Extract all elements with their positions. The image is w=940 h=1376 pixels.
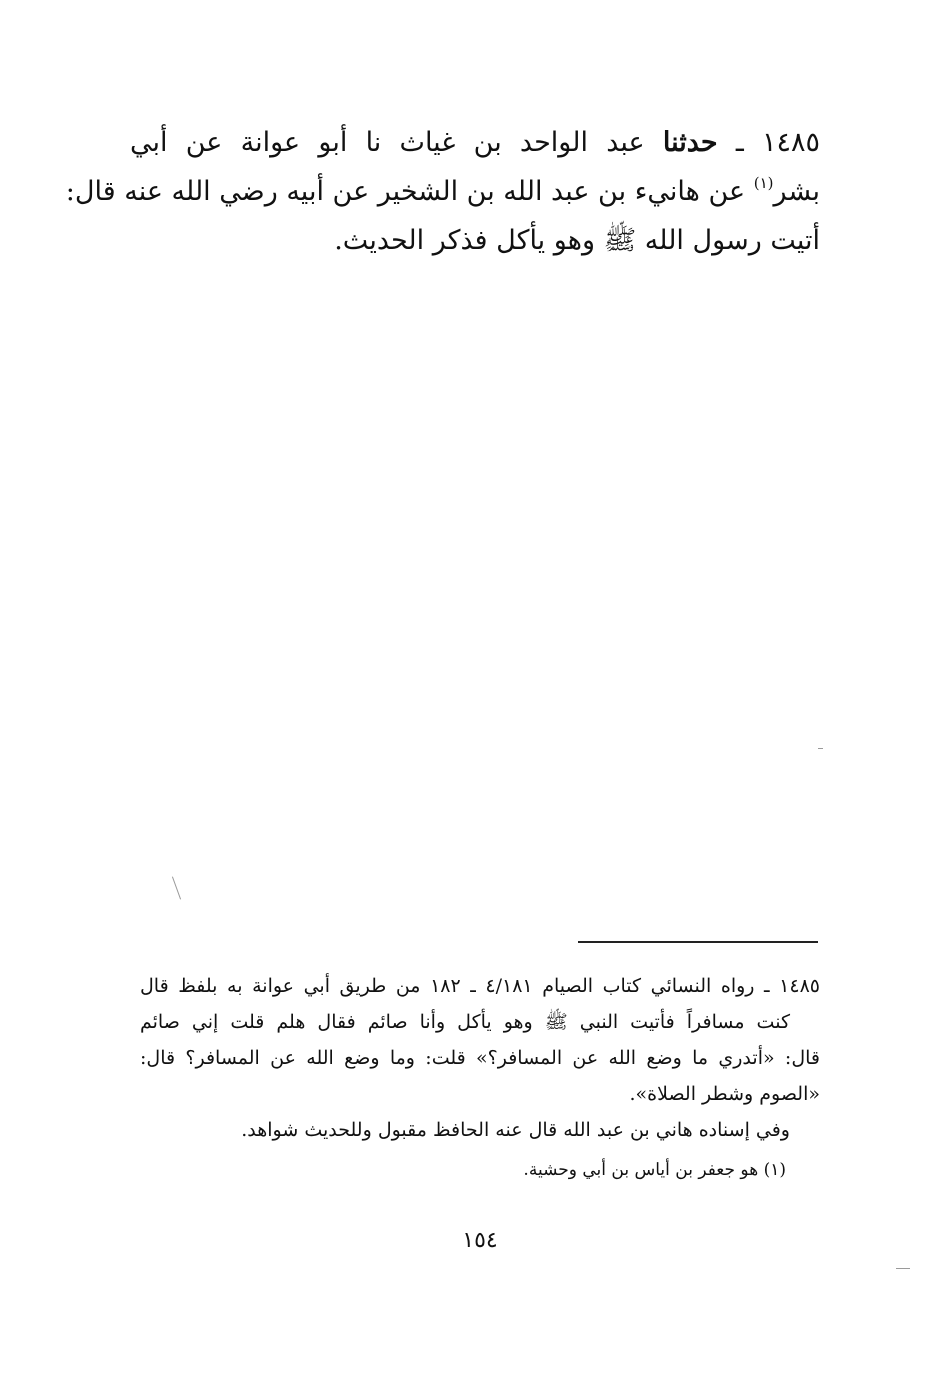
footnote-note-1: (١) هو جعفر بن أياس بن أبي وحشية.: [523, 1160, 786, 1180]
footnote-line-1: ١٤٨٥ ـ رواه النسائي كتاب الصيام ٤/١٨١ ـ ١٨٢ من طريق أبي عوانة به بلفظ قال: [140, 975, 820, 997]
hadith-bold-word: حدثنا: [662, 127, 718, 158]
footnotes-section: [140, 968, 820, 1188]
footnote-divider: [578, 941, 818, 943]
scan-speck: [896, 1268, 910, 1269]
hadith-text: [65, 118, 820, 265]
hadith-line-2-text: عن هانيء بن عبد الله بن الشخير عن أبيه رضي الله عنه قال:: [65, 176, 746, 207]
footnote-line-3: قال: «أتدري ما وضع الله عن المسافر؟» قلت: وما وضع الله عن المسافر؟ قال:: [140, 1047, 820, 1069]
scan-speck: [818, 748, 823, 749]
footnote-reference: (١): [753, 174, 774, 192]
hadith-line-2-start: بشر: [773, 176, 820, 207]
footnote-line-4: «الصوم وشطر الصلاة».: [629, 1083, 820, 1105]
hadith-number: ١٤٨٥ ـ: [735, 127, 820, 158]
footnote-line-5: وفي إسناده هاني بن عبد الله قال عنه الحافظ مقبول وللحديث شواهد.: [241, 1119, 790, 1141]
hadith-line-1: [130, 118, 820, 167]
hadith-line-2: [65, 167, 820, 216]
footnote-line-2: كنت مسافراً فأتيت النبي ﷺ وهو يأكل وأنا صائم فقال هلم قلت إني صائم: [140, 1011, 790, 1033]
hadith-line-1-text: عبد الواحد بن غياث نا أبو عوانة عن أبي: [130, 127, 645, 158]
hadith-line-3: أتيت رسول الله ﷺ وهو يأكل فذكر الحديث.: [334, 225, 820, 256]
scan-speck: [172, 877, 181, 900]
page-number: ١٥٤: [462, 1228, 498, 1253]
